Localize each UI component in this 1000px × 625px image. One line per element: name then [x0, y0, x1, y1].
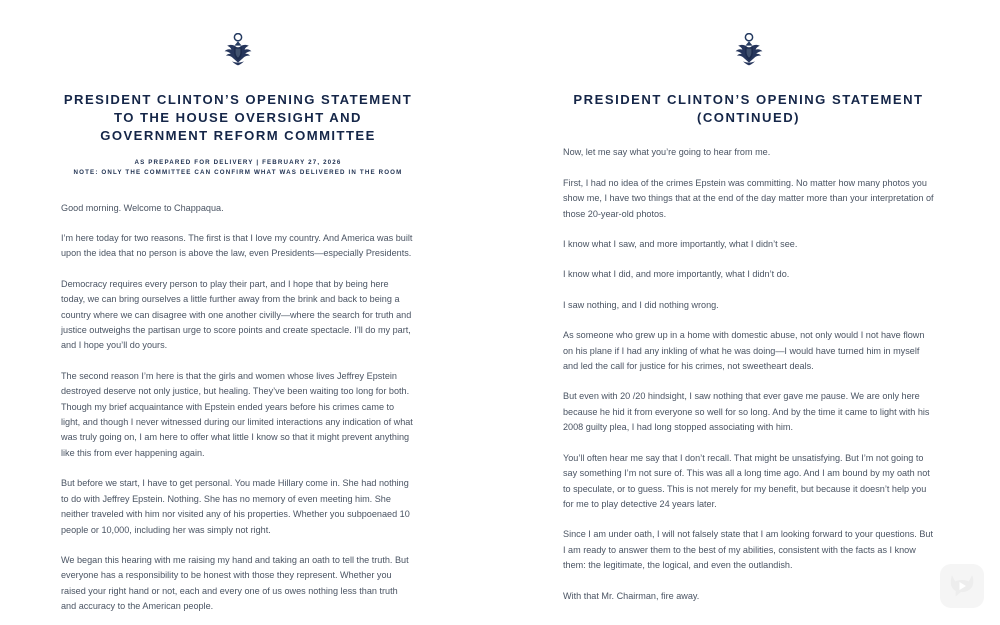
statement-paragraph: I saw nothing, and I did nothing wrong. — [563, 299, 719, 310]
statement-paragraph: Good morning. Welcome to Chappaqua. — [61, 202, 224, 213]
page-title-continued: PRESIDENT CLINTON’S OPENING STATEMENT (CONTINUED) — [573, 92, 924, 126]
statement-column-right — [500, 0, 1000, 625]
statement-paragraph: But before we start, I have to get personal. You made Hillary come in. She had nothing to do with Jeffrey Epstein. Nothing. She has no memory of even meeting him. She neither traveled with him nor visited any of his properties. Whether you subpoenaed 10 people or 10,000, including her was simply not right. — [61, 478, 410, 535]
committee-note-line: NOTE: ONLY THE COMMITTEE CAN CONFIRM WHAT WAS DELIVERED IN THE ROOM — [73, 169, 403, 177]
statement-paragraph: But even with 20 /20 hindsight, I saw nothing that ever gave me pause. We are only here because he hid it from everyone so well for so long. And by the time it came to light with his 2008 guilty plea, I had long stopped associating with him. — [563, 391, 930, 433]
statement-paragraph: I’m here today for two reasons. The first is that I love my country. And America was built upon the idea that no person is above the law, even Presidents—especially Presidents. — [61, 233, 413, 259]
statement-paragraph: The second reason I’m here is that the girls and women whose lives Jeffrey Epstein destroyed deserve not only justice, but healing. They’ve been waiting too long for both. Though my brief acquaintance with Epstein ended years before his crimes came to light, and though I never witnessed during our limited interactions any indication of what was truly going on, I am here to offer what little I know so that it might prevent anything like this from ever happening again. — [61, 370, 413, 458]
statement-paragraph: You’ll often hear me say that I don’t recall. That might be unsatisfying. But I’m not going to say something I’m not sure of. This was all a long time ago. And I am bound by my oath not to speculate, or to guess. This is not merely for my benefit, but because it doesn’t help you for me to play detective 24 years later. — [563, 452, 930, 509]
delivery-meta-line: AS PREPARED FOR DELIVERY | FEBRUARY 27, 2026 — [134, 158, 342, 166]
statement-paragraph: We began this hearing with me raising my hand and taking an oath to tell the truth. But everyone has a responsibility to be honest with those they represent. Whether you raised your right hand or not, each and every one of us owes nothing less than truth and accuracy to the American people. — [61, 554, 409, 612]
chat-widget-button[interactable] — [940, 564, 984, 608]
statement-paragraph: Now, let me say what you’re going to hear from me. — [563, 147, 771, 158]
statement-paragraph: I know what I did, and more importantly, what I didn’t do. — [563, 269, 790, 280]
statement-paragraph: First, I had no idea of the crimes Epstein was committing. No matter how many photos you show me, I have two things that at the end of the day matter more than your interpretation of those 20-year-old photos. — [563, 177, 934, 219]
us-house-eagle-seal-icon — [732, 33, 766, 69]
us-house-eagle-seal-icon — [221, 33, 255, 69]
page-title: PRESIDENT CLINTON’S OPENING STATEMENT TO THE HOUSE OVERSIGHT AND GOVERNMENT REFORM COMMITTEE — [63, 92, 413, 144]
statement-paragraph: As someone who grew up in a home with domestic abuse, not only would I not have flown on his plane if I had any inkling of what he was doing—I would have turned him in myself and led the call for justice for his crimes, not sweetheart deals. — [563, 330, 925, 372]
statement-body-right — [563, 145, 934, 604]
statement-body-left — [61, 201, 415, 615]
statement-paragraph: Democracy requires every person to play their part, and I hope that by being here today, we can bring ourselves a little further away from the brink and back to being a country where we can disagree with one another civilly—where the search for truth and justice outweighs the partisan urge to score points and create spectacle. I’ll do my part, and I hope you’ll do yours. — [61, 278, 412, 351]
chat-play-bubble-icon — [949, 574, 975, 598]
statement-paragraph: I know what I saw, and more importantly, what I didn’t see. — [563, 239, 798, 250]
statement-paragraph: Since I am under oath, I will not falsely state that I am looking forward to your questions. But I am ready to answer them to the best of my abilities, consistent with the facts as I know them: the legitimate, the logical, and even the outlandish. — [563, 529, 934, 571]
statement-meta — [61, 158, 415, 179]
statement-paragraph: With that Mr. Chairman, fire away. — [563, 590, 700, 601]
